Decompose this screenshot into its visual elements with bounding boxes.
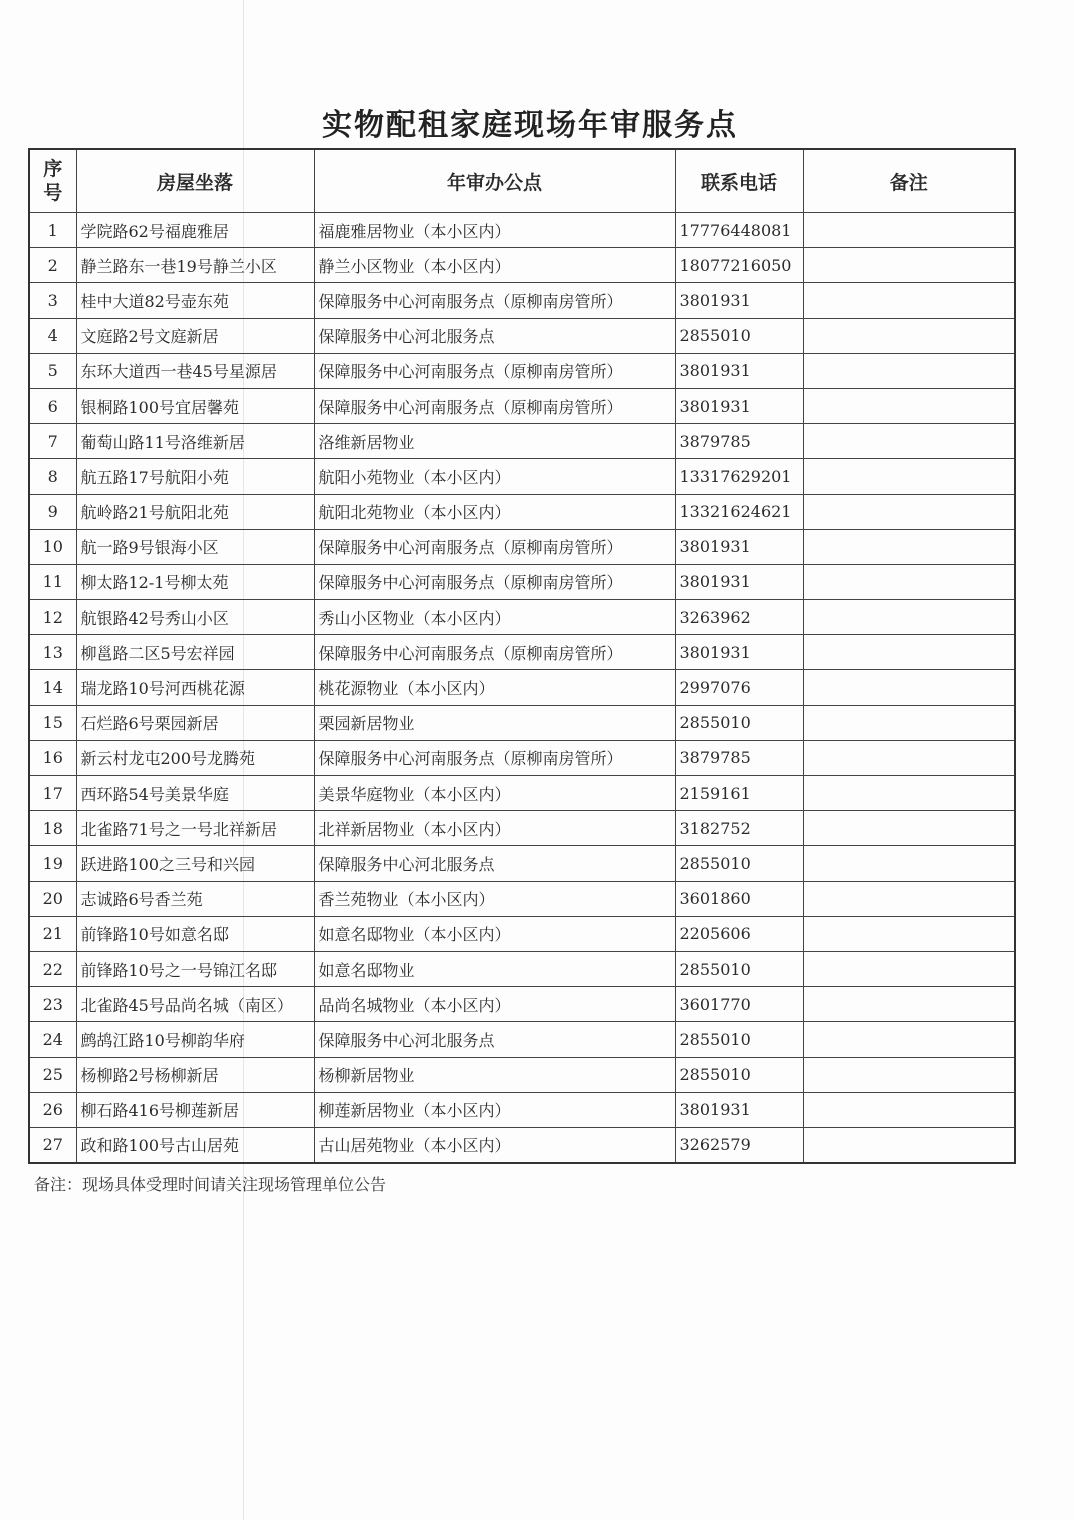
table-row xyxy=(29,740,1015,775)
cell-phone: 3262579 xyxy=(675,1127,803,1163)
cell-no: 19 xyxy=(29,846,76,881)
cell-remark xyxy=(803,740,1015,775)
cell-address: 航银路42号秀山小区 xyxy=(76,600,314,635)
cell-remark xyxy=(803,564,1015,599)
cell-no: 16 xyxy=(29,740,76,775)
cell-office: 杨柳新居物业 xyxy=(314,1057,675,1092)
cell-address: 石烂路6号栗园新居 xyxy=(76,705,314,740)
cell-address: 北雀路71号之一号北祥新居 xyxy=(76,811,314,846)
cell-no: 8 xyxy=(29,459,76,494)
cell-no: 13 xyxy=(29,635,76,670)
cell-phone: 3801931 xyxy=(675,1092,803,1127)
table-row xyxy=(29,494,1015,529)
cell-phone: 3601770 xyxy=(675,987,803,1022)
cell-office: 航阳小苑物业（本小区内） xyxy=(314,459,675,494)
cell-phone: 3801931 xyxy=(675,353,803,388)
cell-address: 跃进路100之三号和兴园 xyxy=(76,846,314,881)
cell-remark xyxy=(803,424,1015,459)
cell-address: 银桐路100号宜居馨苑 xyxy=(76,388,314,423)
cell-remark xyxy=(803,635,1015,670)
cell-phone: 2159161 xyxy=(675,776,803,811)
cell-remark xyxy=(803,951,1015,986)
cell-phone: 2855010 xyxy=(675,951,803,986)
cell-no: 9 xyxy=(29,494,76,529)
table-row xyxy=(29,388,1015,423)
table-row xyxy=(29,600,1015,635)
table-row xyxy=(29,987,1015,1022)
cell-remark xyxy=(803,283,1015,318)
cell-phone: 13321624621 xyxy=(675,494,803,529)
table-row xyxy=(29,916,1015,951)
document-title: 实物配租家庭现场年审服务点 xyxy=(322,108,738,143)
cell-remark xyxy=(803,670,1015,705)
table-row xyxy=(29,564,1015,599)
cell-office: 美景华庭物业（本小区内） xyxy=(314,776,675,811)
table-row xyxy=(29,705,1015,740)
cell-remark xyxy=(803,600,1015,635)
cell-address: 政和路100号古山居苑 xyxy=(76,1127,314,1163)
cell-remark xyxy=(803,529,1015,564)
cell-office: 航阳北苑物业（本小区内） xyxy=(314,494,675,529)
header-office: 年审办公点 xyxy=(314,149,675,213)
table-row xyxy=(29,248,1015,283)
cell-address: 瑞龙路10号河西桃花源 xyxy=(76,670,314,705)
table-row xyxy=(29,881,1015,916)
cell-remark xyxy=(803,1022,1015,1057)
cell-office: 品尚名城物业（本小区内） xyxy=(314,987,675,1022)
cell-remark xyxy=(803,1092,1015,1127)
cell-office: 保障服务中心河南服务点（原柳南房管所） xyxy=(314,635,675,670)
cell-no: 27 xyxy=(29,1127,76,1163)
cell-phone: 18077216050 xyxy=(675,248,803,283)
cell-office: 保障服务中心河南服务点（原柳南房管所） xyxy=(314,740,675,775)
cell-remark xyxy=(803,353,1015,388)
cell-no: 12 xyxy=(29,600,76,635)
cell-address: 柳石路416号柳莲新居 xyxy=(76,1092,314,1127)
cell-remark xyxy=(803,846,1015,881)
cell-phone: 17776448081 xyxy=(675,213,803,248)
cell-office: 静兰小区物业（本小区内） xyxy=(314,248,675,283)
cell-no: 25 xyxy=(29,1057,76,1092)
cell-remark xyxy=(803,881,1015,916)
cell-phone: 3263962 xyxy=(675,600,803,635)
cell-address: 文庭路2号文庭新居 xyxy=(76,318,314,353)
header-remark: 备注 xyxy=(803,149,1015,213)
header-phone: 联系电话 xyxy=(675,149,803,213)
cell-no: 3 xyxy=(29,283,76,318)
cell-remark xyxy=(803,987,1015,1022)
cell-remark xyxy=(803,1057,1015,1092)
cell-address: 葡萄山路11号洛维新居 xyxy=(76,424,314,459)
footnote: 备注：现场具体受理时间请关注现场管理单位公告 xyxy=(34,1175,387,1194)
cell-phone: 2855010 xyxy=(675,705,803,740)
cell-no: 7 xyxy=(29,424,76,459)
cell-no: 15 xyxy=(29,705,76,740)
cell-address: 东环大道西一巷45号星源居 xyxy=(76,353,314,388)
cell-office: 福鹿雅居物业（本小区内） xyxy=(314,213,675,248)
cell-office: 保障服务中心河南服务点（原柳南房管所） xyxy=(314,283,675,318)
cell-address: 鹧鸪江路10号柳韵华府 xyxy=(76,1022,314,1057)
cell-office: 如意名邸物业（本小区内） xyxy=(314,916,675,951)
service-points-table xyxy=(28,148,1016,1164)
table-row xyxy=(29,283,1015,318)
cell-phone: 3601860 xyxy=(675,881,803,916)
table-row xyxy=(29,951,1015,986)
cell-address: 西环路54号美景华庭 xyxy=(76,776,314,811)
cell-no: 18 xyxy=(29,811,76,846)
cell-remark xyxy=(803,459,1015,494)
cell-phone: 13317629201 xyxy=(675,459,803,494)
table-row xyxy=(29,846,1015,881)
cell-address: 北雀路45号品尚名城（南区） xyxy=(76,987,314,1022)
cell-no: 2 xyxy=(29,248,76,283)
cell-phone: 2205606 xyxy=(675,916,803,951)
table-row xyxy=(29,670,1015,705)
cell-office: 保障服务中心河南服务点（原柳南房管所） xyxy=(314,353,675,388)
cell-office: 古山居苑物业（本小区内） xyxy=(314,1127,675,1163)
cell-no: 24 xyxy=(29,1022,76,1057)
cell-remark xyxy=(803,1127,1015,1163)
cell-remark xyxy=(803,705,1015,740)
cell-no: 26 xyxy=(29,1092,76,1127)
table-row xyxy=(29,811,1015,846)
table-row xyxy=(29,1057,1015,1092)
cell-phone: 2855010 xyxy=(675,846,803,881)
cell-no: 10 xyxy=(29,529,76,564)
cell-remark xyxy=(803,248,1015,283)
table-row xyxy=(29,318,1015,353)
cell-office: 桃花源物业（本小区内） xyxy=(314,670,675,705)
cell-phone: 2855010 xyxy=(675,318,803,353)
cell-phone: 3801931 xyxy=(675,564,803,599)
cell-phone: 3801931 xyxy=(675,635,803,670)
header-address: 房屋坐落 xyxy=(76,149,314,213)
cell-office: 洛维新居物业 xyxy=(314,424,675,459)
cell-remark xyxy=(803,318,1015,353)
cell-office: 秀山小区物业（本小区内） xyxy=(314,600,675,635)
table-row xyxy=(29,459,1015,494)
cell-address: 航岭路21号航阳北苑 xyxy=(76,494,314,529)
cell-no: 21 xyxy=(29,916,76,951)
cell-office: 保障服务中心河南服务点（原柳南房管所） xyxy=(314,388,675,423)
table-row xyxy=(29,213,1015,248)
cell-address: 柳邕路二区5号宏祥园 xyxy=(76,635,314,670)
cell-address: 桂中大道82号壶东苑 xyxy=(76,283,314,318)
table-row xyxy=(29,1022,1015,1057)
table-row xyxy=(29,1092,1015,1127)
cell-phone: 3879785 xyxy=(675,424,803,459)
cell-no: 17 xyxy=(29,776,76,811)
cell-address: 杨柳路2号杨柳新居 xyxy=(76,1057,314,1092)
cell-no: 22 xyxy=(29,951,76,986)
cell-no: 11 xyxy=(29,564,76,599)
table-header-row xyxy=(29,149,1015,213)
cell-office: 保障服务中心河南服务点（原柳南房管所） xyxy=(314,529,675,564)
cell-address: 学院路62号福鹿雅居 xyxy=(76,213,314,248)
cell-phone: 3182752 xyxy=(675,811,803,846)
cell-remark xyxy=(803,776,1015,811)
table-row xyxy=(29,776,1015,811)
cell-no: 6 xyxy=(29,388,76,423)
cell-no: 20 xyxy=(29,881,76,916)
cell-office: 栗园新居物业 xyxy=(314,705,675,740)
cell-address: 前锋路10号之一号锦江名邸 xyxy=(76,951,314,986)
cell-no: 5 xyxy=(29,353,76,388)
cell-address: 前锋路10号如意名邸 xyxy=(76,916,314,951)
cell-office: 保障服务中心河北服务点 xyxy=(314,1022,675,1057)
cell-no: 14 xyxy=(29,670,76,705)
cell-address: 柳太路12-1号柳太苑 xyxy=(76,564,314,599)
cell-address: 航一路9号银海小区 xyxy=(76,529,314,564)
cell-phone: 3801931 xyxy=(675,529,803,564)
cell-office: 如意名邸物业 xyxy=(314,951,675,986)
table-row xyxy=(29,1127,1015,1163)
cell-phone: 3879785 xyxy=(675,740,803,775)
table-row xyxy=(29,424,1015,459)
cell-phone: 2997076 xyxy=(675,670,803,705)
cell-office: 柳莲新居物业（本小区内） xyxy=(314,1092,675,1127)
cell-address: 新云村龙屯200号龙腾苑 xyxy=(76,740,314,775)
cell-remark xyxy=(803,213,1015,248)
cell-no: 23 xyxy=(29,987,76,1022)
cell-no: 4 xyxy=(29,318,76,353)
cell-no: 1 xyxy=(29,213,76,248)
cell-office: 北祥新居物业（本小区内） xyxy=(314,811,675,846)
cell-office: 保障服务中心河北服务点 xyxy=(314,318,675,353)
cell-remark xyxy=(803,388,1015,423)
table-row xyxy=(29,353,1015,388)
cell-phone: 3801931 xyxy=(675,388,803,423)
table-row xyxy=(29,635,1015,670)
table-row xyxy=(29,529,1015,564)
cell-office: 保障服务中心河南服务点（原柳南房管所） xyxy=(314,564,675,599)
cell-phone: 2855010 xyxy=(675,1057,803,1092)
cell-address: 静兰路东一巷19号静兰小区 xyxy=(76,248,314,283)
cell-office: 保障服务中心河北服务点 xyxy=(314,846,675,881)
header-no: 序号 xyxy=(29,149,76,213)
cell-address: 志诚路6号香兰苑 xyxy=(76,881,314,916)
cell-remark xyxy=(803,494,1015,529)
cell-phone: 3801931 xyxy=(675,283,803,318)
cell-address: 航五路17号航阳小苑 xyxy=(76,459,314,494)
table-body xyxy=(29,213,1015,1164)
cell-remark xyxy=(803,916,1015,951)
cell-phone: 2855010 xyxy=(675,1022,803,1057)
cell-office: 香兰苑物业（本小区内） xyxy=(314,881,675,916)
cell-remark xyxy=(803,811,1015,846)
